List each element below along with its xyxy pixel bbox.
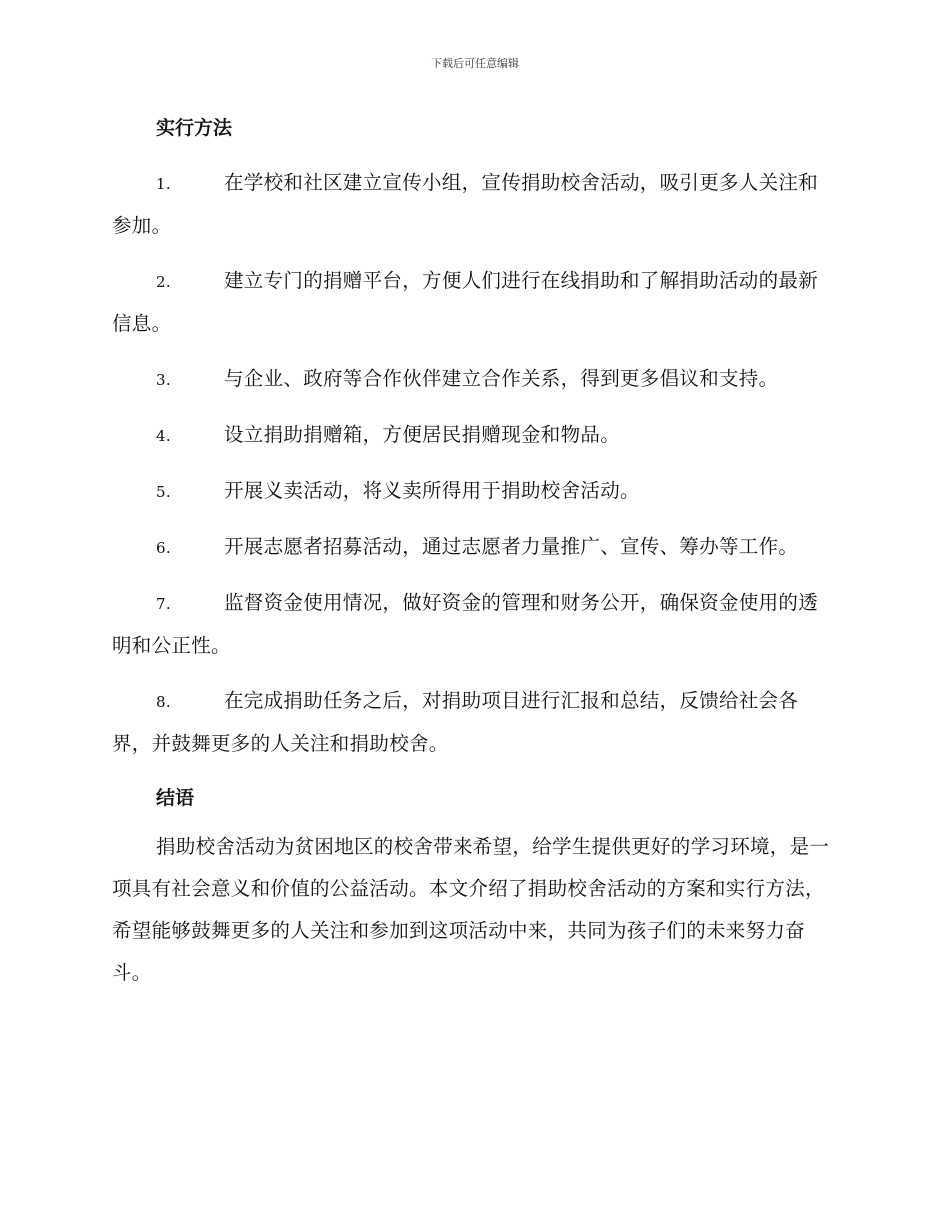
list-item xyxy=(112,526,834,569)
list-item xyxy=(112,470,834,513)
list-text: 设立捐助捐赠箱，方便居民捐赠现金和物品。 xyxy=(224,423,621,446)
list-item xyxy=(112,680,834,765)
list-number: 6. xyxy=(156,539,171,557)
list-text: 建立专门的捐赠平台，方便人们进行在线捐助和了解捐助活动的最新信息。 xyxy=(112,269,819,335)
list-item xyxy=(112,260,834,345)
header-note: 下载后可任意编辑 xyxy=(431,57,519,70)
list-text: 与企业、政府等合作伙伴建立合作关系，得到更多倡议和支持。 xyxy=(224,367,779,390)
list-number: 7. xyxy=(156,595,171,613)
list-number: 3. xyxy=(156,371,171,389)
list-number: 2. xyxy=(156,273,171,291)
list-item xyxy=(112,582,834,667)
section-title-conclusion: 结语 xyxy=(156,787,195,809)
conclusion-paragraph: 捐助校舍活动为贫困地区的校舍带来希望，给学生提供更好的学习环境，是一项具有社会意义和价值的公益活动。本文介绍了捐助校舍活动的方案和实行方法，希望能够鼓舞更多的人关注和参加到这项活动中来，共同为孩子们的未来努力奋斗。 xyxy=(112,835,830,984)
list-text: 开展志愿者招募活动，通过志愿者力量推广、宣传、筹办等工作。 xyxy=(224,535,799,558)
section-title-implementation: 实行方法 xyxy=(156,117,233,139)
list-text: 在学校和社区建立宣传小组，宣传捐助校舍活动，吸引更多人关注和参加。 xyxy=(112,171,819,237)
list-item xyxy=(112,358,834,401)
list-number: 8. xyxy=(156,693,171,711)
list-text: 监督资金使用情况，做好资金的管理和财务公开，确保资金使用的透明和公正性。 xyxy=(112,591,819,657)
list-number: 5. xyxy=(156,483,171,501)
list-item xyxy=(112,414,834,457)
implementation-list xyxy=(112,162,834,765)
document-body xyxy=(112,108,834,994)
list-text: 在完成捐助任务之后，对捐助项目进行汇报和总结，反馈给社会各界，并鼓舞更多的人关注和捐助校舍。 xyxy=(112,689,799,755)
list-number: 1. xyxy=(156,175,171,193)
list-number: 4. xyxy=(156,427,171,445)
list-text: 开展义卖活动，将义卖所得用于捐助校舍活动。 xyxy=(224,479,640,502)
list-item xyxy=(112,162,834,247)
